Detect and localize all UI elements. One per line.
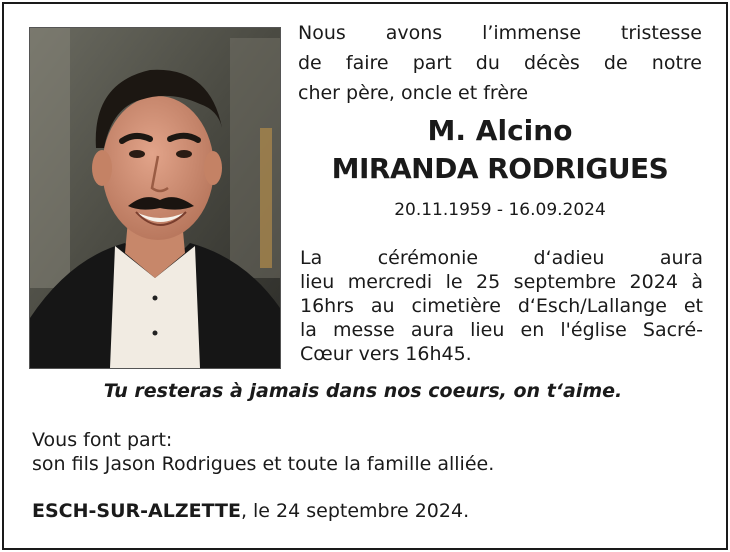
intro-text xyxy=(298,18,702,108)
announcement-heading: Vous font part: xyxy=(32,429,173,451)
intro-line: cher père, oncle et frère xyxy=(298,82,529,104)
signoff xyxy=(32,500,712,522)
ceremony-line: la messe aura lieu en l'église Sacré- xyxy=(300,319,703,341)
motto: Tu resteras à jamais dans nos coeurs, on t‘aime. xyxy=(103,380,623,402)
deceased-surname: MIRANDA RODRIGUES xyxy=(331,152,669,185)
life-dates: 20.11.1959 - 16.09.2024 xyxy=(394,200,606,220)
ceremony-line: 16hrs au cimetière d‘Esch/Lallange et xyxy=(300,295,703,317)
intro-line: Nous avons l’immense tristesse xyxy=(298,22,702,44)
deceased-first-name: M. Alcino xyxy=(427,114,573,147)
portrait-illustration xyxy=(30,28,280,368)
ceremony-line: lieu mercredi le 25 septembre 2024 à xyxy=(300,271,703,293)
portrait-photo xyxy=(29,27,281,369)
signoff-city: ESCH-SUR-ALZETTE xyxy=(32,500,241,522)
announcement xyxy=(32,428,712,476)
intro-line: de faire part du décès de notre xyxy=(298,52,702,74)
ceremony-line: Cœur vers 16h45. xyxy=(300,343,472,365)
announcement-family: son fils Jason Rodrigues et toute la famille alliée. xyxy=(32,453,495,475)
signoff-date: , le 24 septembre 2024. xyxy=(240,500,470,522)
ceremony-line: La cérémonie d‘adieu aura xyxy=(300,247,703,269)
ceremony-details xyxy=(300,246,703,366)
